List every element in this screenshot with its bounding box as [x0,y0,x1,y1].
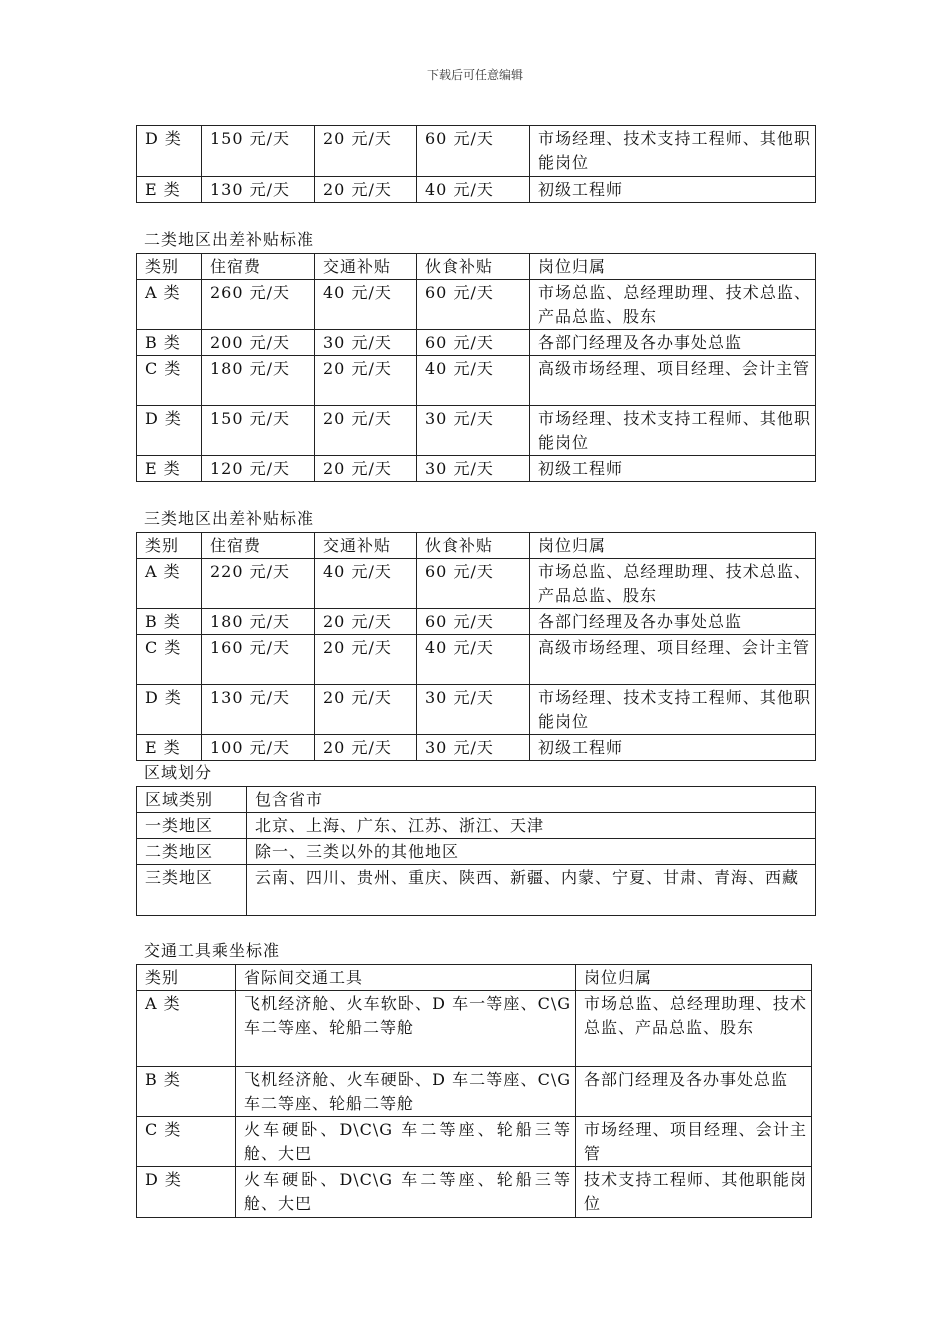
region-division-table [136,786,816,916]
region3-allowance-table [136,532,816,761]
table-cell: 火车硬卧、D\C\G 车二等座、轮船三等舱、大巴 [236,1117,576,1167]
table-cell: 一类地区 [137,813,247,839]
table-cell: 云南、四川、贵州、重庆、陕西、新疆、内蒙、宁夏、甘肃、青海、西藏 [247,865,816,916]
table-cell: 30 元/天 [417,735,530,761]
table-row [137,839,816,865]
table-cell: 飞机经济舱、火车软卧、D 车一等座、C\G 车二等座、轮船二等舱 [236,991,576,1067]
table-row [137,991,812,1067]
table-cell: 160 元/天 [202,635,315,685]
table-cell: 20 元/天 [315,635,417,685]
table-cell: 60 元/天 [417,559,530,609]
table-cell: E 类 [137,177,202,203]
table-cell: 市场经理、技术支持工程师、其他职能岗位 [530,126,816,177]
table-cell: 技术支持工程师、其他职能岗位 [576,1167,812,1218]
table-row [137,406,816,456]
table-cell: 40 元/天 [315,280,417,330]
table-cell: 高级市场经理、项目经理、会计主管 [530,356,816,406]
table-cell: 初级工程师 [530,456,816,482]
column-header: 区域类别 [137,787,247,813]
table-cell: 150 元/天 [202,406,315,456]
column-header: 岗位归属 [530,533,816,559]
table-cell: E 类 [137,735,202,761]
table-cell: 市场总监、总经理助理、技术总监、产品总监、股东 [530,280,816,330]
table-caption: 三类地区出差补贴标准 [144,509,315,528]
table-cell: A 类 [137,991,236,1067]
table-cell: 40 元/天 [315,559,417,609]
table-cell: A 类 [137,559,202,609]
table-cell: 市场经理、技术支持工程师、其他职能岗位 [530,685,816,735]
column-header: 交通补贴 [315,254,417,280]
page-header: 下载后可任意编辑 [426,68,523,82]
table-cell: D 类 [137,685,202,735]
table-cell: 飞机经济舱、火车硬卧、D 车二等座、C\G 车二等座、轮船二等舱 [236,1067,576,1117]
table-cell: 火车硬卧、D\C\G 车二等座、轮船三等舱、大巴 [236,1167,576,1218]
column-header: 类别 [137,254,202,280]
table-cell: 30 元/天 [315,330,417,356]
column-header: 岗位归属 [576,965,812,991]
table-caption: 交通工具乘坐标准 [144,941,281,960]
table-row [137,456,816,482]
table-cell: 220 元/天 [202,559,315,609]
column-header: 住宿费 [202,533,315,559]
table-row [137,126,816,177]
column-header: 住宿费 [202,254,315,280]
table-row [137,635,816,685]
table-row [137,330,816,356]
table-cell: 20 元/天 [315,406,417,456]
column-header: 类别 [137,965,236,991]
table-cell: 200 元/天 [202,330,315,356]
table-row [137,1117,812,1167]
table-cell: D 类 [137,126,202,177]
table-cell: 30 元/天 [417,685,530,735]
table-cell: 北京、上海、广东、江苏、浙江、天津 [247,813,816,839]
table-cell: 20 元/天 [315,735,417,761]
table-cell: 市场总监、总经理助理、技术总监、产品总监、股东 [576,991,812,1067]
table-cell: C 类 [137,356,202,406]
column-header: 省际间交通工具 [236,965,576,991]
table-cell: 各部门经理及各办事处总监 [576,1067,812,1117]
table-row [137,1067,812,1117]
table-cell: 20 元/天 [315,126,417,177]
table-cell: 20 元/天 [315,177,417,203]
table-cell: 30 元/天 [417,456,530,482]
table-cell: 60 元/天 [417,280,530,330]
table-cell: 40 元/天 [417,635,530,685]
table-cell: 20 元/天 [315,609,417,635]
table-cell: 130 元/天 [202,685,315,735]
table-cell: 150 元/天 [202,126,315,177]
table-cell: 各部门经理及各办事处总监 [530,330,816,356]
column-header: 伙食补贴 [417,533,530,559]
region2-allowance-table [136,253,816,482]
table-cell: 初级工程师 [530,735,816,761]
transport-standard-table [136,964,812,1218]
table-cell: D 类 [137,1167,236,1218]
column-header: 类别 [137,533,202,559]
table-cell: 除一、三类以外的其他地区 [247,839,816,865]
table-row [137,813,816,839]
table-cell: 40 元/天 [417,177,530,203]
table-cell: C 类 [137,1117,236,1167]
table-row [137,280,816,330]
table-cell: 60 元/天 [417,609,530,635]
table-cell: B 类 [137,330,202,356]
table-header-row [137,787,816,813]
table-cell: 180 元/天 [202,609,315,635]
table-cell: 高级市场经理、项目经理、会计主管 [530,635,816,685]
table-cell: 三类地区 [137,865,247,916]
table-cell: 120 元/天 [202,456,315,482]
column-header: 交通补贴 [315,533,417,559]
table-cell: 60 元/天 [417,330,530,356]
table-cell: 20 元/天 [315,356,417,406]
table-cell: 市场经理、技术支持工程师、其他职能岗位 [530,406,816,456]
table-row [137,1167,812,1218]
table-cell: 市场经理、项目经理、会计主管 [576,1117,812,1167]
allowance-table-continued [136,125,816,203]
table-cell: 初级工程师 [530,177,816,203]
table-cell: 二类地区 [137,839,247,865]
table-cell: B 类 [137,609,202,635]
table-caption: 二类地区出差补贴标准 [144,230,315,249]
table-cell: 20 元/天 [315,456,417,482]
table-caption: 区域划分 [144,763,213,782]
table-row [137,735,816,761]
table-header-row [137,254,816,280]
table-cell: 260 元/天 [202,280,315,330]
table-row [137,865,816,916]
table-cell: 130 元/天 [202,177,315,203]
table-cell: B 类 [137,1067,236,1117]
table-cell: D 类 [137,406,202,456]
table-row [137,609,816,635]
table-cell: 30 元/天 [417,406,530,456]
table-row [137,685,816,735]
table-cell: A 类 [137,280,202,330]
table-row [137,177,816,203]
table-cell: 180 元/天 [202,356,315,406]
table-cell: 60 元/天 [417,126,530,177]
table-row [137,559,816,609]
table-cell: 市场总监、总经理助理、技术总监、产品总监、股东 [530,559,816,609]
table-row [137,356,816,406]
table-cell: 100 元/天 [202,735,315,761]
table-cell: 40 元/天 [417,356,530,406]
table-header-row [137,533,816,559]
table-cell: E 类 [137,456,202,482]
table-cell: C 类 [137,635,202,685]
table-cell: 20 元/天 [315,685,417,735]
column-header: 岗位归属 [530,254,816,280]
table-header-row [137,965,812,991]
table-cell: 各部门经理及各办事处总监 [530,609,816,635]
column-header: 伙食补贴 [417,254,530,280]
column-header: 包含省市 [247,787,816,813]
